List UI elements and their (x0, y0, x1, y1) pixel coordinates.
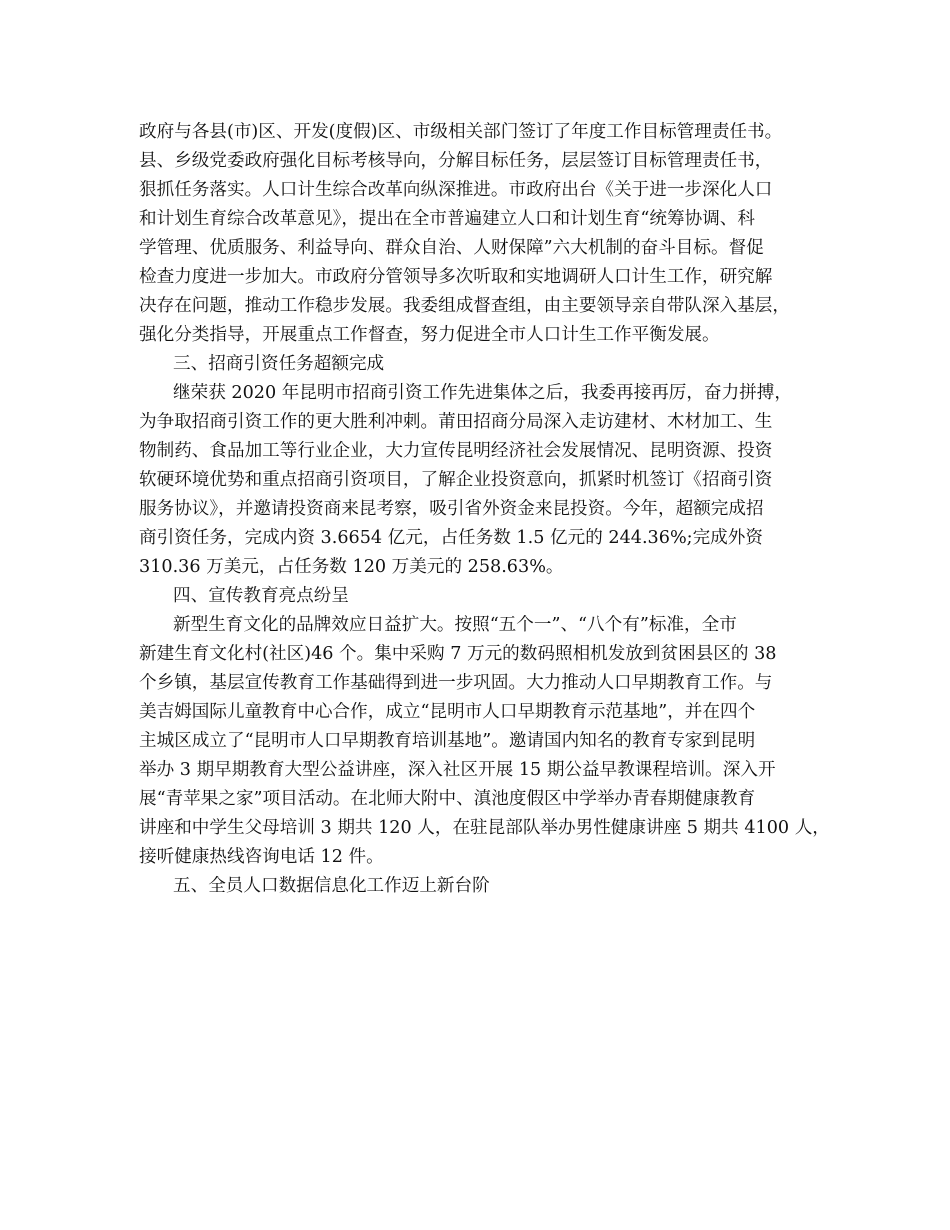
paragraph-line: 新型生育文化的品牌效应日益扩大。按照“五个一”、“八个有”标准，全市 (173, 615, 737, 635)
paragraph-line: 县、乡级党委政府强化目标考核导向，分解目标任务，层层签订目标管理责任书， (139, 151, 773, 171)
paragraph-line: 物制药、食品加工等行业企业，大力宣传昆明经济社会发展情况、昆明资源、投资 (139, 441, 773, 461)
paragraph-line: 主城区成立了“昆明市人口早期教育培训基地”。邀请国内知名的教育专家到昆明 (139, 731, 756, 751)
paragraph-line: 美吉姆国际儿童教育中心合作，成立“昆明市人口早期教育示范基地”，并在四个 (139, 702, 756, 722)
paragraph-line: 服务协议》，并邀请投资商来昆考察，吸引省外资金来昆投资。今年，超额完成招 (139, 499, 764, 519)
paragraph-line: 展“青苹果之家”项目活动。在北师大附中、滇池度假区中学举办青春期健康教育 (139, 789, 756, 809)
paragraph-line: 个乡镇，基层宣传教育工作基础得到进一步巩固。大力推动人口早期教育工作。与 (139, 673, 773, 693)
paragraph-line: 接听健康热线咨询电话 12 件。 (139, 847, 384, 867)
paragraph-line: 继荣获 2020 年昆明市招商引资工作先进集体之后，我委再接再厉，奋力拼搏， (173, 383, 792, 403)
section-heading: 三、招商引资任务超额完成 (173, 354, 385, 374)
document-body (139, 118, 829, 901)
paragraph-line: 新建生育文化村(社区)46 个。集中采购 7 万元的数码照相机发放到贫困县区的 38 (139, 644, 777, 664)
paragraph-line: 为争取招商引资工作的更大胜利冲刺。莆田招商分局深入走访建材、木材加工、生 (139, 412, 773, 432)
paragraph-line: 决存在问题，推动工作稳步发展。我委组成督查组，由主要领导亲自带队深入基层， (139, 296, 790, 316)
paragraph-line: 强化分类指导，开展重点工作督查，努力促进全市人口计生工作平衡发展。 (139, 325, 720, 345)
paragraph-line: 检查力度进一步加大。市政府分管领导多次听取和实地调研人口计生工作，研究解 (139, 267, 773, 287)
paragraph-line: 310.36 万美元，占任务数 120 万美元的 258.63%。 (139, 557, 564, 577)
paragraph-line: 软硬环境优势和重点招商引资项目，了解企业投资意向，抓紧时机签订《招商引资 (139, 470, 773, 490)
paragraph-line: 学管理、优质服务、利益导向、群众自治、人财保障”六大机制的奋斗目标。督促 (139, 238, 764, 258)
paragraph-line: 讲座和中学生父母培训 3 期共 120 人，在驻昆部队举办男性健康讲座 5 期共 4100 人， (139, 818, 830, 838)
paragraph-line: 狠抓任务落实。人口计生综合改革向纵深推进。市政府出台《关于进一步深化人口 (139, 180, 773, 200)
section-heading: 五、全员人口数据信息化工作迈上新台阶 (173, 876, 490, 896)
paragraph-line: 商引资任务，完成内资 3.6654 亿元，占任务数 1.5 亿元的 244.36%;完成外资 (139, 528, 763, 548)
section-heading: 四、宣传教育亮点纷呈 (173, 586, 349, 606)
paragraph-line: 举办 3 期早期教育大型公益讲座，深入社区开展 15 期公益早教课程培训。深入开 (139, 760, 776, 780)
paragraph-line: 政府与各县(市)区、开发(度假)区、市级相关部门签订了年度工作目标管理责任书。 (139, 122, 783, 142)
paragraph-line: 和计划生育综合改革意见》，提出在全市普遍建立人口和计划生育“统筹协调、科 (139, 209, 755, 229)
